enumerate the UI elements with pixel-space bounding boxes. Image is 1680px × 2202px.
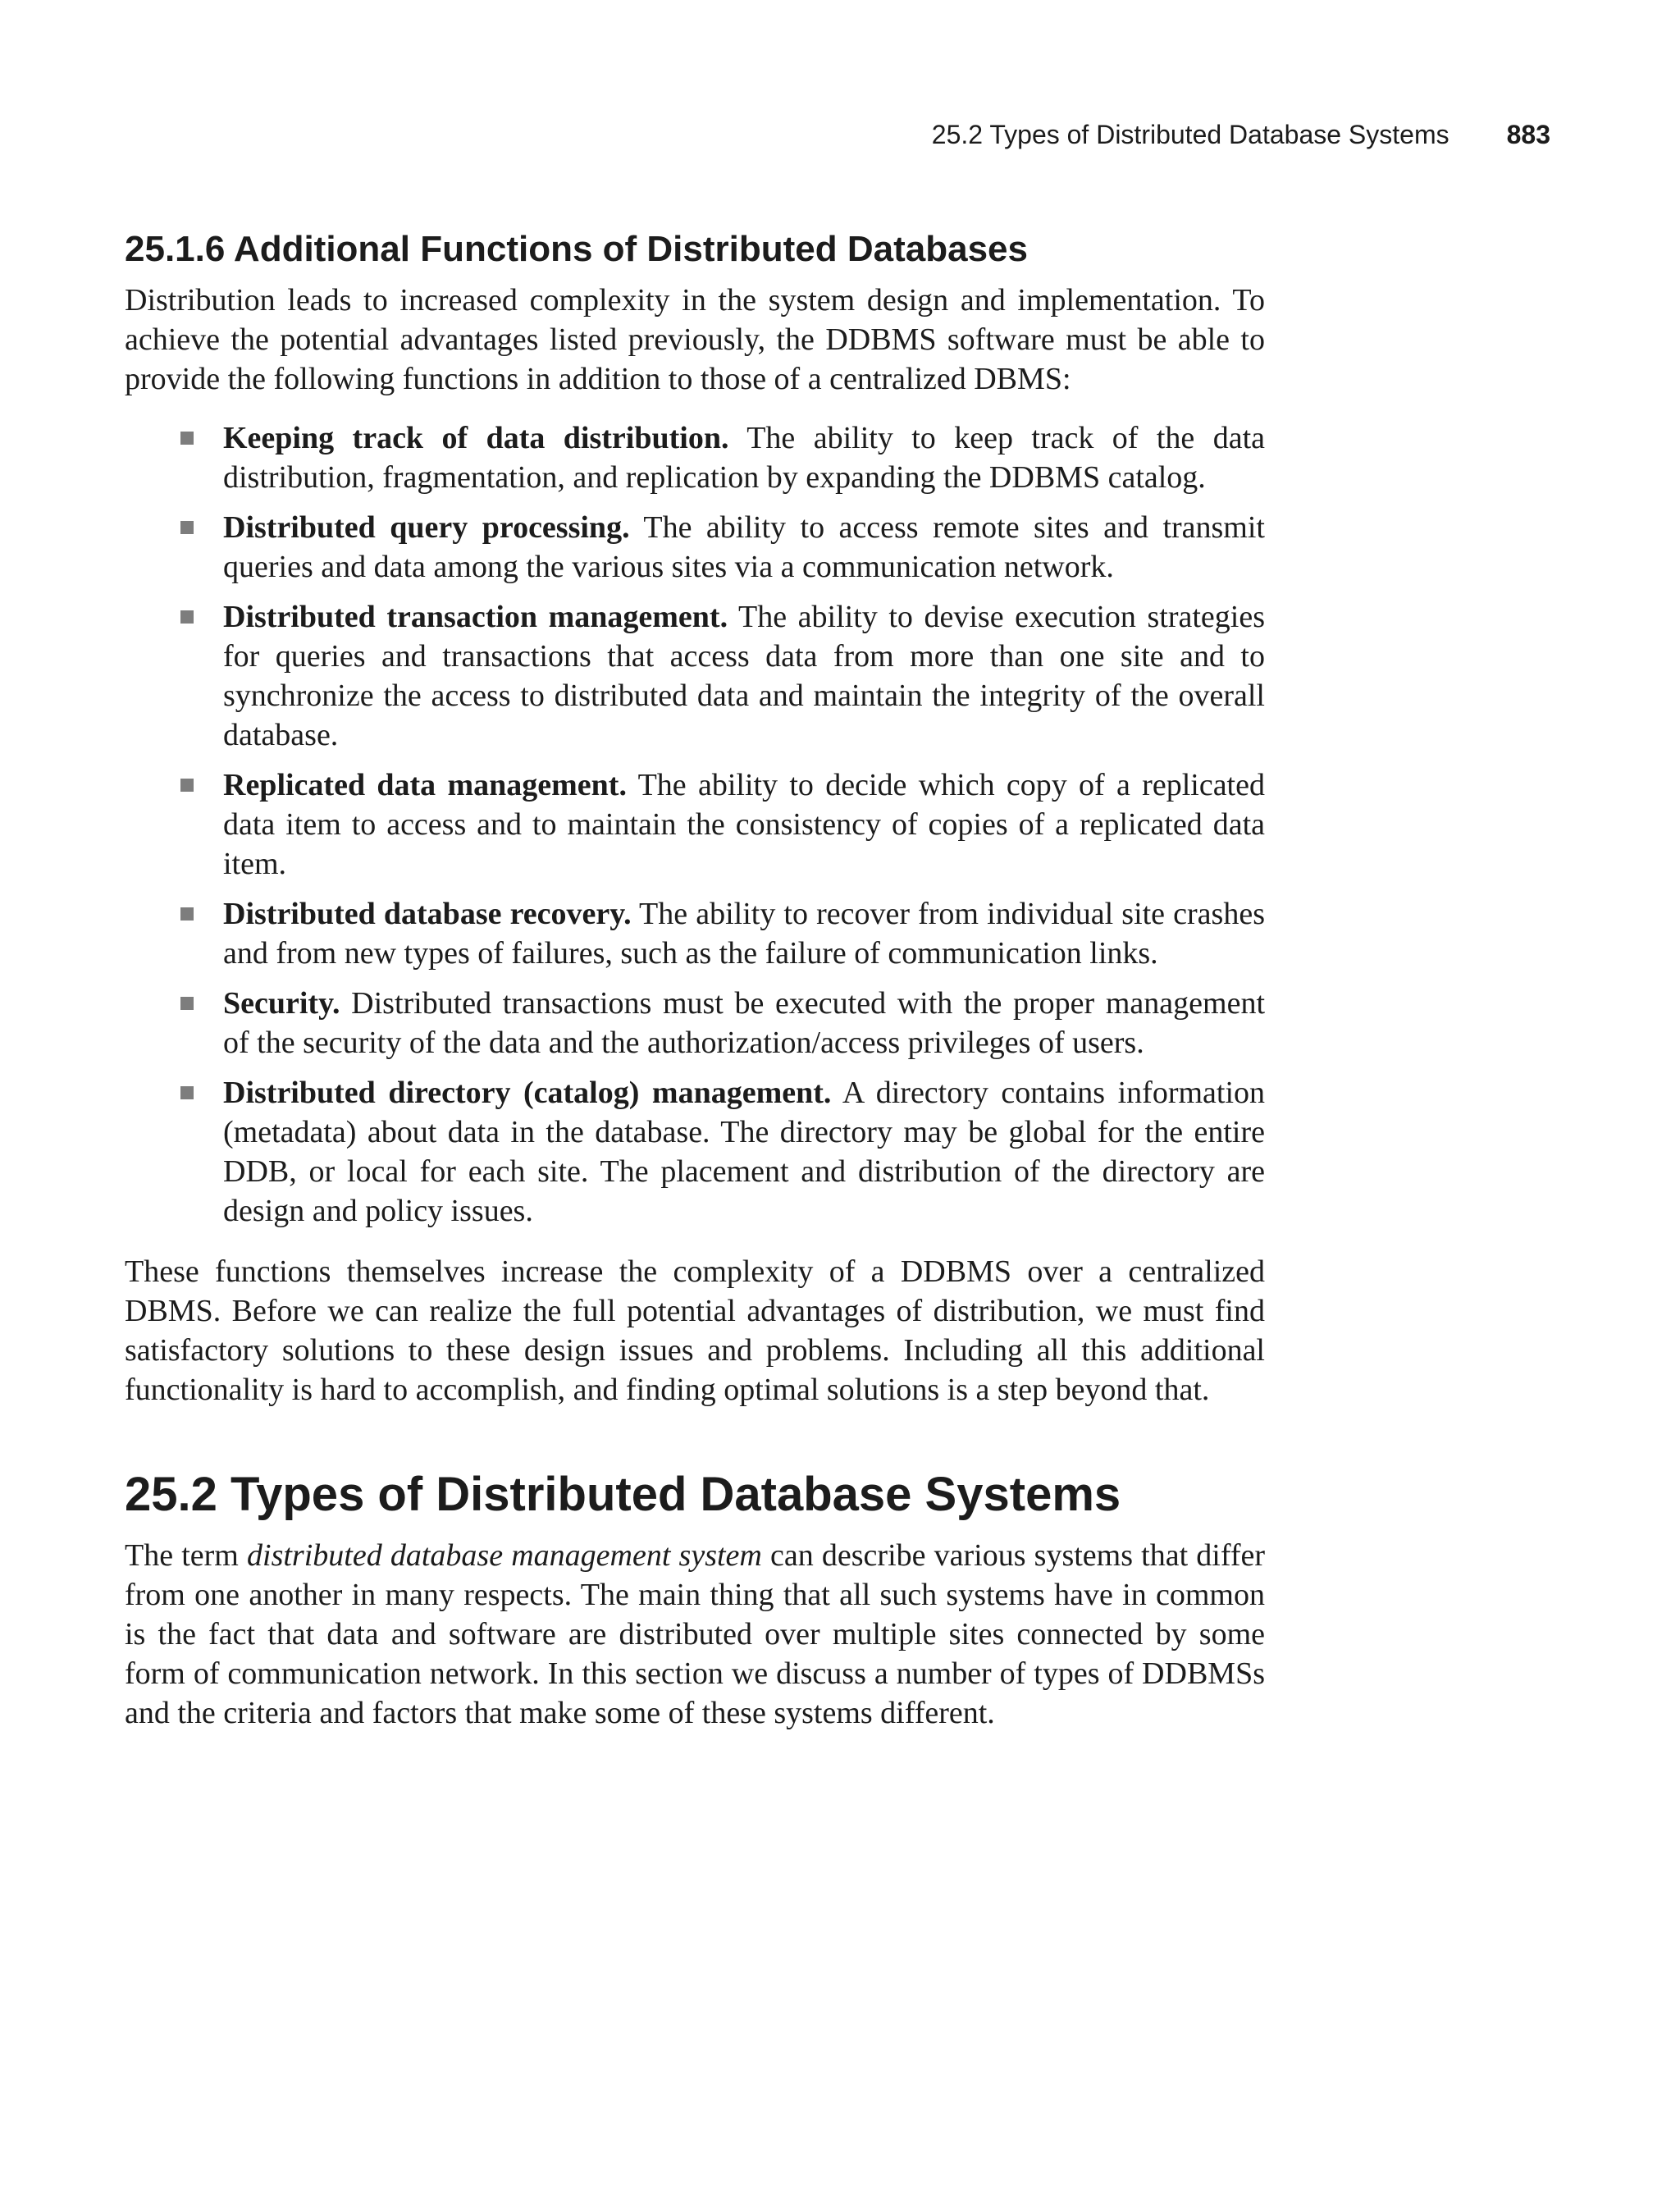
list-item-term: Distributed transaction management. (223, 600, 728, 634)
square-bullet-icon (180, 610, 194, 624)
square-bullet-icon (180, 779, 194, 792)
list-item (223, 418, 1265, 497)
list-item-text: The ability to recover from individual site crashes and from new types of failures, such as the failure of communication links. (223, 897, 1265, 971)
square-bullet-icon (180, 1086, 194, 1099)
list-item-term: Distributed database recovery. (223, 897, 632, 931)
list-item-text: The ability to decide which copy of a replicated data item to access and to maintain the consistency of copies of a replicated data item. (223, 768, 1265, 881)
list-item-term: Replicated data management. (223, 768, 627, 802)
list-item (223, 984, 1265, 1062)
list-item-term: Distributed query processing. (223, 510, 630, 545)
functions-list (125, 418, 1265, 1231)
list-item-text: The ability to devise execution strategies for queries and transactions that access data from more than one site and to synchronize the access to distributed data and maintain the integrity of the overall database. (223, 600, 1265, 752)
list-item (223, 765, 1265, 884)
running-head-title: 25.2 Types of Distributed Database Systems (931, 120, 1449, 149)
list-item-text: Distributed transactions must be executed with the proper management of the security of the data and the authorization/access privileges of users. (223, 986, 1266, 1060)
list-item-text: A directory contains information (metadata) about data in the database. The directory may be global for the entire DDB, or local for each site. The placement and distribution of the directory are design and policy issues. (223, 1076, 1266, 1228)
section-paragraph (125, 1536, 1265, 1733)
square-bullet-icon (180, 521, 194, 534)
list-item-text: The ability to keep track of the data distribution, fragmentation, and replication by expanding the DDBMS catalog. (223, 421, 1265, 495)
list-item-term: Keeping track of data distribution. (223, 421, 729, 455)
intro-paragraph: Distribution leads to increased complexity in the system design and implementation. To achieve the potential advantages listed previously, the DDBMS software must be able to provide the following functions in addition to those of a centralized DBMS: (125, 283, 1265, 396)
section-paragraph-emphasis: distributed database management system (247, 1538, 762, 1573)
list-item (223, 597, 1265, 755)
list-item-term: Distributed directory (catalog) management. (223, 1076, 832, 1110)
list-item-term: Security. (223, 986, 340, 1021)
square-bullet-icon (180, 432, 194, 445)
page-content (125, 226, 1265, 1733)
running-head (0, 120, 1550, 150)
square-bullet-icon (180, 907, 194, 921)
list-item (223, 508, 1265, 587)
list-item-text: The ability to access remote sites and transmit queries and data among the various sites via a communication network. (223, 510, 1265, 584)
closing-paragraph: These functions themselves increase the complexity of a DDBMS over a centralized DBMS. Before we can realize the full potential advantages of distribution, we must find satisfactory solutions to these design issues and problems. Including all this additional functionality is hard to accomplish, and finding optimal solutions is a step beyond that. (125, 1254, 1265, 1407)
list-item (223, 894, 1265, 973)
list-item (223, 1073, 1265, 1231)
section-heading: 25.2 Types of Distributed Database Systems (125, 1468, 1121, 1521)
page-number: 883 (1506, 120, 1550, 149)
square-bullet-icon (180, 997, 194, 1010)
section-paragraph-rest: can describe various systems that differ from one another in many respects. The main thing that all such systems have in common is the fact that data and software are distributed over multiple sites connected by some form of communication network. In this section we discuss a number of types of DDBMSs and the criteria and factors that make some of these systems different. (125, 1538, 1265, 1730)
section-paragraph-start: The term (125, 1538, 248, 1573)
subsection-heading: 25.1.6 Additional Functions of Distributed Databases (125, 229, 1028, 269)
